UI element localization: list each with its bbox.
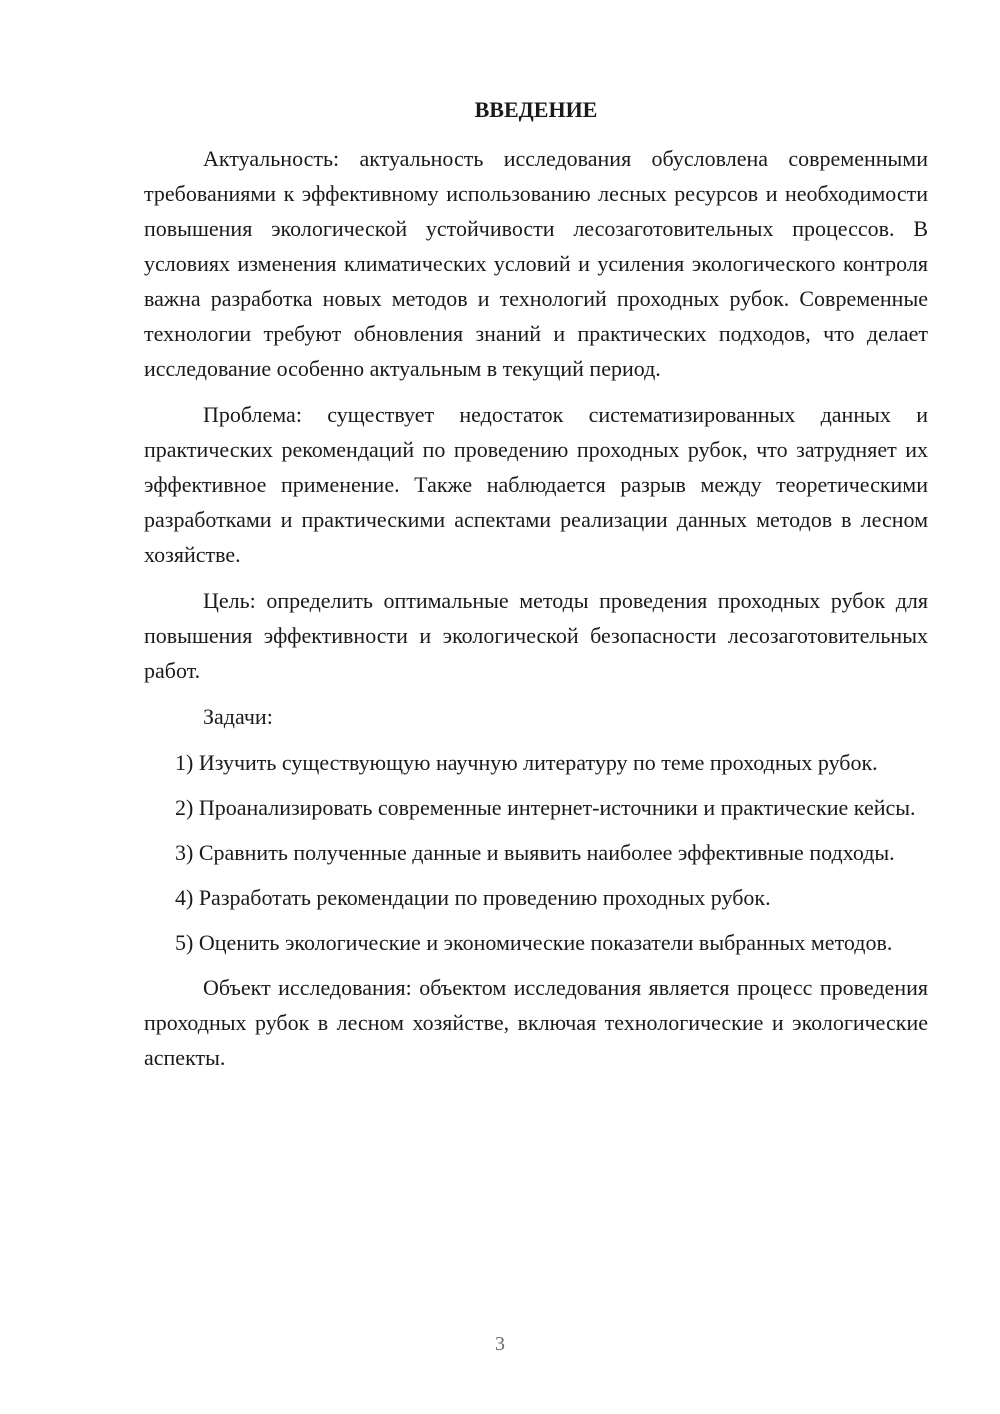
list-item: 3) Сравнить полученные данные и выявить наиболее эффективные подходы. — [175, 840, 895, 865]
page-number: 3 — [495, 1333, 505, 1355]
list-item: 4) Разработать рекомендации по проведению проходных рубок. — [175, 885, 771, 910]
tasks-list — [144, 745, 928, 960]
tasks-label: Задачи: — [203, 704, 273, 729]
list-item: 1) Изучить существующую научную литературу по теме проходных рубок. — [175, 750, 878, 775]
relevance-paragraph: Актуальность: актуальность исследования обусловлена современными требованиями к эффективному использованию лесных ресурсов и необходимости повышения экологической устойчивости лесозаготовительных процессов. В условиях изменения климатических условий и усиления экологического контроля важна разработка новых методов и технологий проходных рубок. Современные технологии требуют обновления знаний и практических подходов, что делает исследование особенно актуальным в текущий период. — [144, 146, 928, 381]
goal-paragraph: Цель: определить оптимальные методы проведения проходных рубок для повышения эффективности и экологической безопасности лесозаготовительных работ. — [144, 588, 928, 683]
problem-paragraph: Проблема: существует недостаток систематизированных данных и практических рекомендаций по проведению проходных рубок, что затрудняет их эффективное применение. Также наблюдается разрыв между теоретическими разработками и практическими аспектами реализации данных методов в лесном хозяйстве. — [144, 402, 928, 567]
list-item: 2) Проанализировать современные интернет-источники и практические кейсы. — [175, 795, 916, 820]
list-item: 5) Оценить экологические и экономические показатели выбранных методов. — [175, 930, 893, 955]
page-title: ВВЕДЕНИЕ — [474, 97, 598, 122]
object-paragraph: Объект исследования: объектом исследования является процесс проведения проходных рубок в лесном хозяйстве, включая технологические и экологические аспекты. — [144, 975, 928, 1070]
document-page — [144, 92, 928, 1086]
